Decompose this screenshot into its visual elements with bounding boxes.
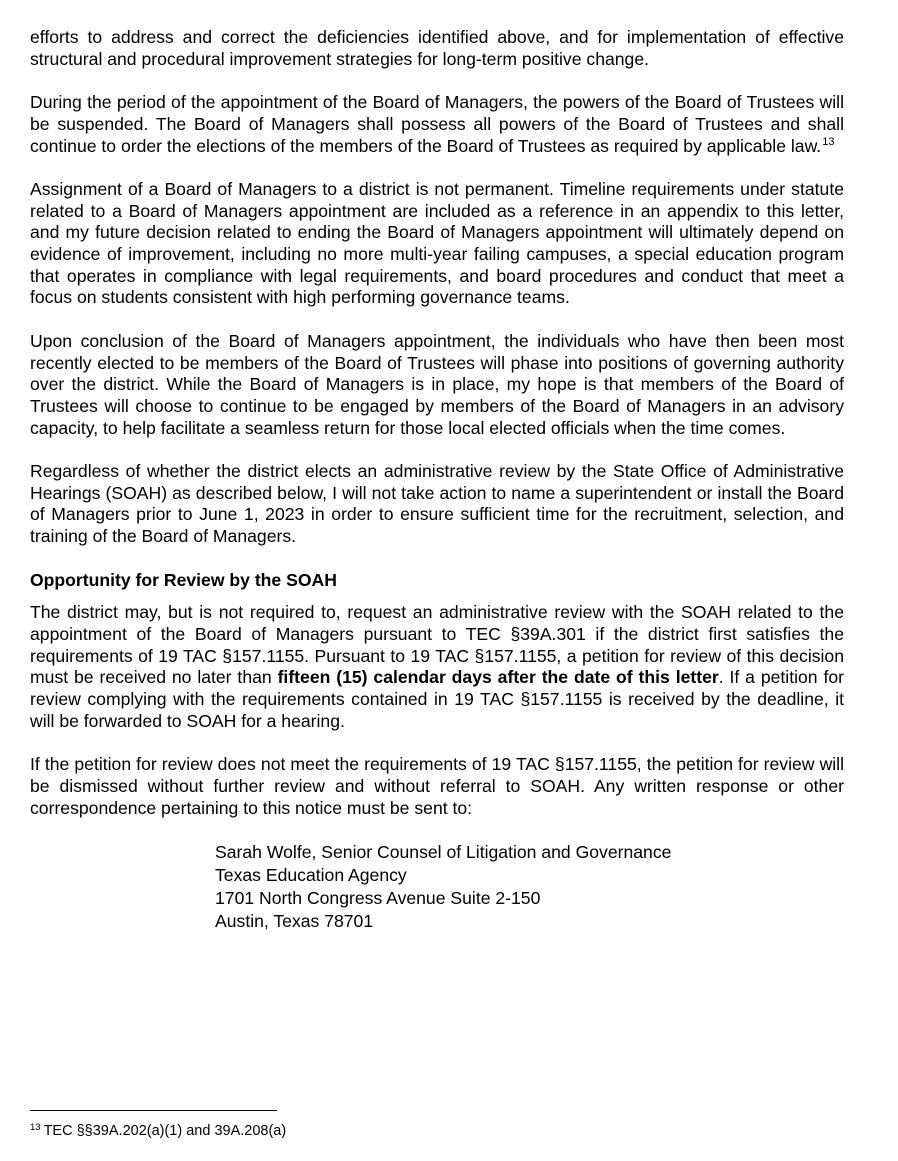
address-city-state-zip: Austin, Texas 78701 — [215, 910, 374, 931]
footnote-number: 13 — [30, 1122, 41, 1133]
footnote-reference[interactable]: 13 — [822, 135, 835, 148]
address-recipient: Sarah Wolfe, Senior Counsel of Litigation and Governance — [215, 841, 672, 862]
footnote-text: TEC §§39A.202(a)(1) and 39A.208(a) — [43, 1123, 287, 1139]
footnote — [30, 1122, 286, 1140]
paragraph-petition-dismissal — [30, 754, 844, 819]
paragraph-improvement-strategies — [30, 27, 844, 70]
footnote-separator — [30, 1110, 277, 1111]
paragraph-text: efforts to address and correct the deficiencies identified above, and for implementation of effective structural and procedural improvement strategies for long-term positive change. — [30, 27, 844, 69]
paragraph-conclusion-of-appointment — [30, 331, 844, 440]
section-heading-soah-review: Opportunity for Review by the SOAH — [30, 569, 337, 590]
paragraph-text: The district may, but is not required to, request an administrative review with the SOAH related to the appointment of the Board of Managers pursuant to TEC §39A.301 if the district first satisfies the requirements of 19 TAC §157.1155. Pursuant to 19 TAC §157.1155, a petition for review of this decision must be received no later than — [30, 602, 844, 688]
address-street: 1701 North Congress Avenue Suite 2-150 — [215, 887, 541, 908]
paragraph-powers-suspended — [30, 92, 844, 157]
paragraph-not-permanent — [30, 179, 844, 309]
paragraph-review-request — [30, 602, 844, 732]
mailing-address-block — [215, 841, 844, 933]
paragraph-text: Regardless of whether the district elects an administrative review by the State Office of Administrative Hearings (SOAH) as described below, I will not take action to name a superintendent or install the Board of Managers prior to June 1, 2023 in order to ensure sufficient time for the recruitment, selection, and training of the Board of Managers. — [30, 461, 844, 547]
paragraph-text: During the period of the appointment of the Board of Managers, the powers of the Board of Trustees will be suspended. The Board of Managers shall possess all powers of the Board of Trustees and shall continue to order the elections of the members of the Board of Trustees as required by applicable law. — [30, 92, 844, 156]
paragraph-text: Upon conclusion of the Board of Managers appointment, the individuals who have then been most recently elected to be members of the Board of Trustees will phase into positions of governing authority over the district. While the Board of Managers is in place, my hope is that members of the Board of Trustees will choose to continue to be engaged by members of the Board of Managers in an advisory capacity, to help facilitate a seamless return for those local elected officials when the time comes. — [30, 330, 844, 438]
address-organization: Texas Education Agency — [215, 864, 407, 885]
paragraph-text: . If a petition for review complying with the requirements contained in 19 TAC §157.1155 is received by the deadline, it will be forwarded to SOAH for a hearing. — [30, 667, 845, 731]
deadline-emphasis: fifteen (15) calendar days after the date of this letter — [277, 667, 719, 688]
paragraph-soah-timing — [30, 461, 844, 548]
paragraph-text: Assignment of a Board of Managers to a district is not permanent. Timeline requirements under statute related to a Board of Managers appointment are included as a reference in an appendix to this letter, and my future decision related to ending the Board of Managers appointment will ultimately depend on evidence of improvement, including no more multi-year failing campuses, a special education program that operates in compliance with legal requirements, and board procedures and conduct that meet a focus on students consistent with high performing governance teams. — [30, 178, 844, 308]
paragraph-text: If the petition for review does not meet the requirements of 19 TAC §157.1155, the petition for review will be dismissed without further review and without referral to SOAH. Any written response or other correspondence pertaining to this notice must be sent to: — [30, 754, 844, 818]
letter-page-body — [30, 27, 844, 933]
